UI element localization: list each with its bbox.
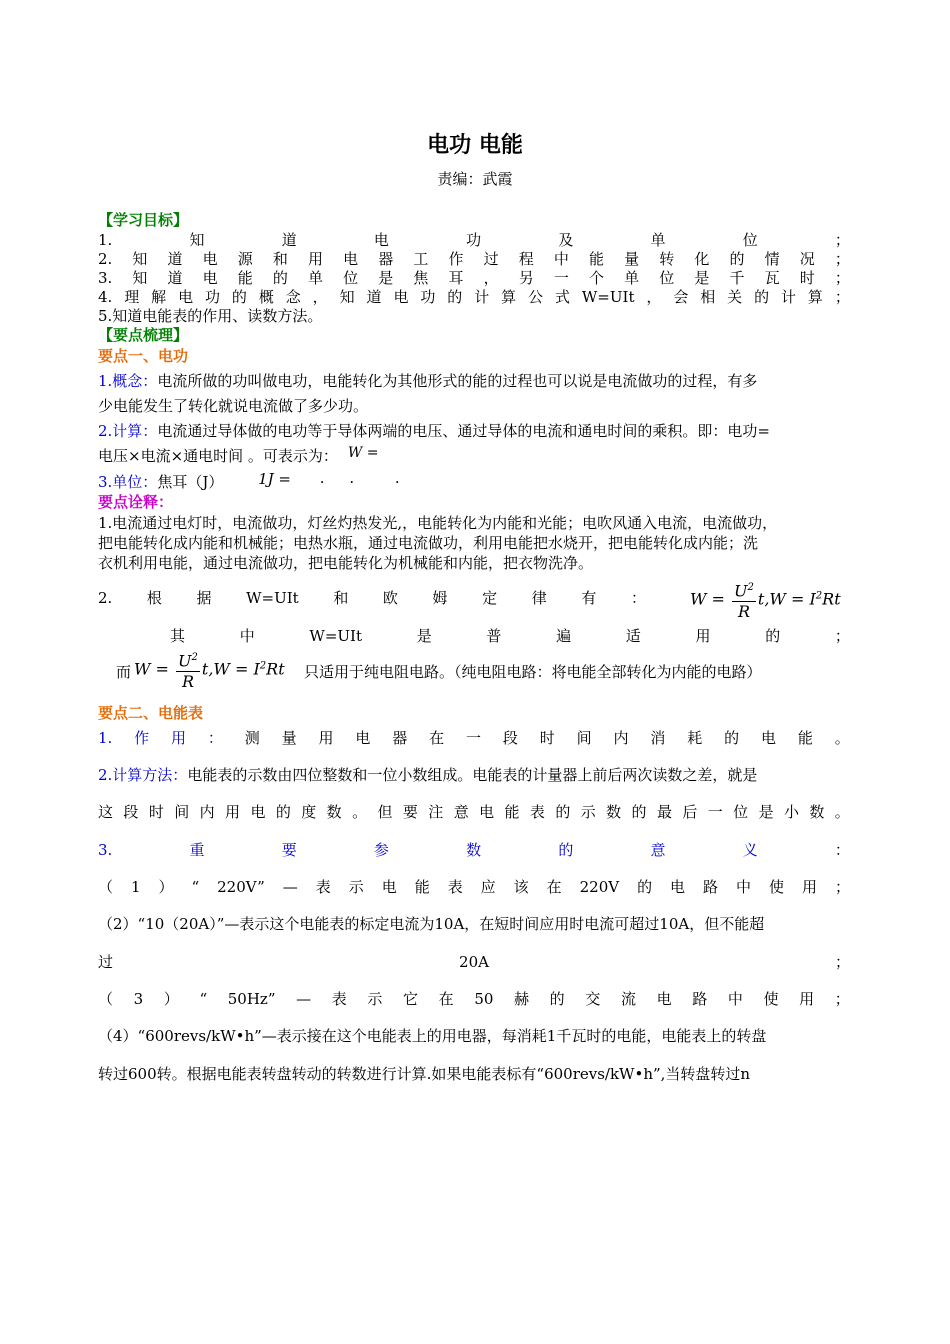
formula-1: W = $\frac{U^2}{R}$ $t,W = I^2Rt$: [690, 578, 841, 622]
section-2-heading: 要点二、电能表: [98, 704, 204, 722]
calc-line-1: 2.计算：电流通过导体做的电功等于导体两端的电压、通过导体的电流和通电时间的乘积。即：电功=: [98, 422, 770, 440]
section-1-heading: 要点一、电功: [98, 347, 189, 365]
meter-calc-line-1: 2.计算方法：电能表的示数由四位整数和一位小数组成。电能表的计量器上前后两次读数之差，就是: [98, 766, 758, 784]
param-item-4-line-1: （4）“600revs/kW•h”—表示接在这个电能表上的用电器，每消耗1千瓦时的电能，电能表上的转盘: [98, 1027, 767, 1045]
meter-use-line: 1. 作 用 ： 测 量 用 电 器 在 一 段 时 间 内 消 耗 的 电 能 。: [98, 729, 850, 747]
calc-line-2: 电压×电流×通电时间 。可表示为： W =: [98, 445, 379, 465]
note-2-line-2: 其 中 W=UIt 是 普 遍 适 用 的 ；: [170, 627, 850, 645]
param-item-1: （ 1 ） “ 220V” — 表 示 电 能 表 应 该 在 220V 的 电 路 中 使 用 ；: [98, 878, 850, 896]
review-heading: 【要点梳理】: [98, 326, 189, 344]
param-item-2-line-1: （2）“10（20A）”—表示这个电能表的标定电流为10A，在短时间应用时电流可超过10A，但不能超: [98, 915, 765, 933]
param-item-4-line-2: 转过600转。根据电能表转盘转动的转数进行计算.如果电能表标有“600revs/kW•h”,当转盘转过n: [98, 1065, 751, 1083]
note-2-line-3: 而 W = $\frac{U^2}{R}$ $t,W = I^2Rt$ 只适用于纯电阻电路。（纯电阻电路：将电能全部转化为内能的电路）: [116, 648, 850, 692]
param-item-2-line-2: 过 20A ；: [98, 953, 850, 971]
concept-line-2: 少电能发生了转化就说电流做了多少功。: [98, 397, 369, 415]
goals-heading: 【学习目标】: [98, 211, 189, 229]
notes-heading: 要点诠释：: [98, 493, 174, 511]
params-heading-line: 3. 重 要 参 数 的 意 义 ：: [98, 841, 850, 859]
formula-2: W = $\frac{U^2}{R}$ $t,W = I^2Rt$: [134, 648, 285, 692]
note-2-line-1: 2. 根 据 W=UIt 和 欧 姆 定 律 有 ： W = $\frac{U^2}{R}$ $t,W = I^2Rt$: [98, 578, 850, 616]
meter-calc-line-2: 这 段 时 间 内 用 电 的 度 数 。 但 要 注 意 电 能 表 的 示 数 的 最 后 一 位 是 小 数 。: [98, 803, 850, 821]
note-1-line-1: 1.电流通过电灯时，电流做功，灯丝灼热发光,，电能转化为内能和光能；电吹风通入电流，电流做功，: [98, 514, 778, 532]
goal-5: 5.知道电能表的作用、读数方法。: [98, 307, 323, 325]
note-1-line-2: 把电能转化成内能和机械能；电热水瓶，通过电流做功，利用电能把水烧开，把电能转化成内能；洗: [98, 534, 759, 552]
goal-2: 2. 知 道 电 源 和 用 电 器 工 作 过 程 中 能 量 转 化 的 情 况 ；: [98, 250, 850, 268]
goal-1: 1. 知 道 电 功 及 单 位 ；: [98, 231, 850, 249]
unit-line: 3.单位：焦耳（J） 1J = · · ·: [98, 470, 400, 491]
editor-credit: 责编：武霞: [437, 170, 513, 188]
note-1-line-3: 衣机利用电能，通过电流做功，把电能转化为机械能和内能，把衣物洗净。: [98, 554, 594, 572]
goal-3: 3. 知 道 电 能 的 单 位 是 焦 耳 ， 另 一 个 单 位 是 千 瓦 时 ；: [98, 269, 850, 287]
goal-4: 4. 理 解 电 功 的 概 念 ， 知 道 电 功 的 计 算 公 式 W=UIt ， 会 相 关 的 计 算 ；: [98, 288, 850, 306]
page-title: 电功 电能: [427, 133, 523, 158]
concept-line-1: 1.概念：电流所做的功叫做电功，电能转化为其他形式的能的过程也可以说是电流做功的过程，有多: [98, 372, 758, 390]
param-item-3: （ 3 ） “ 50Hz” — 表 示 它 在 50 赫 的 交 流 电 路 中 使 用 ；: [98, 990, 850, 1008]
